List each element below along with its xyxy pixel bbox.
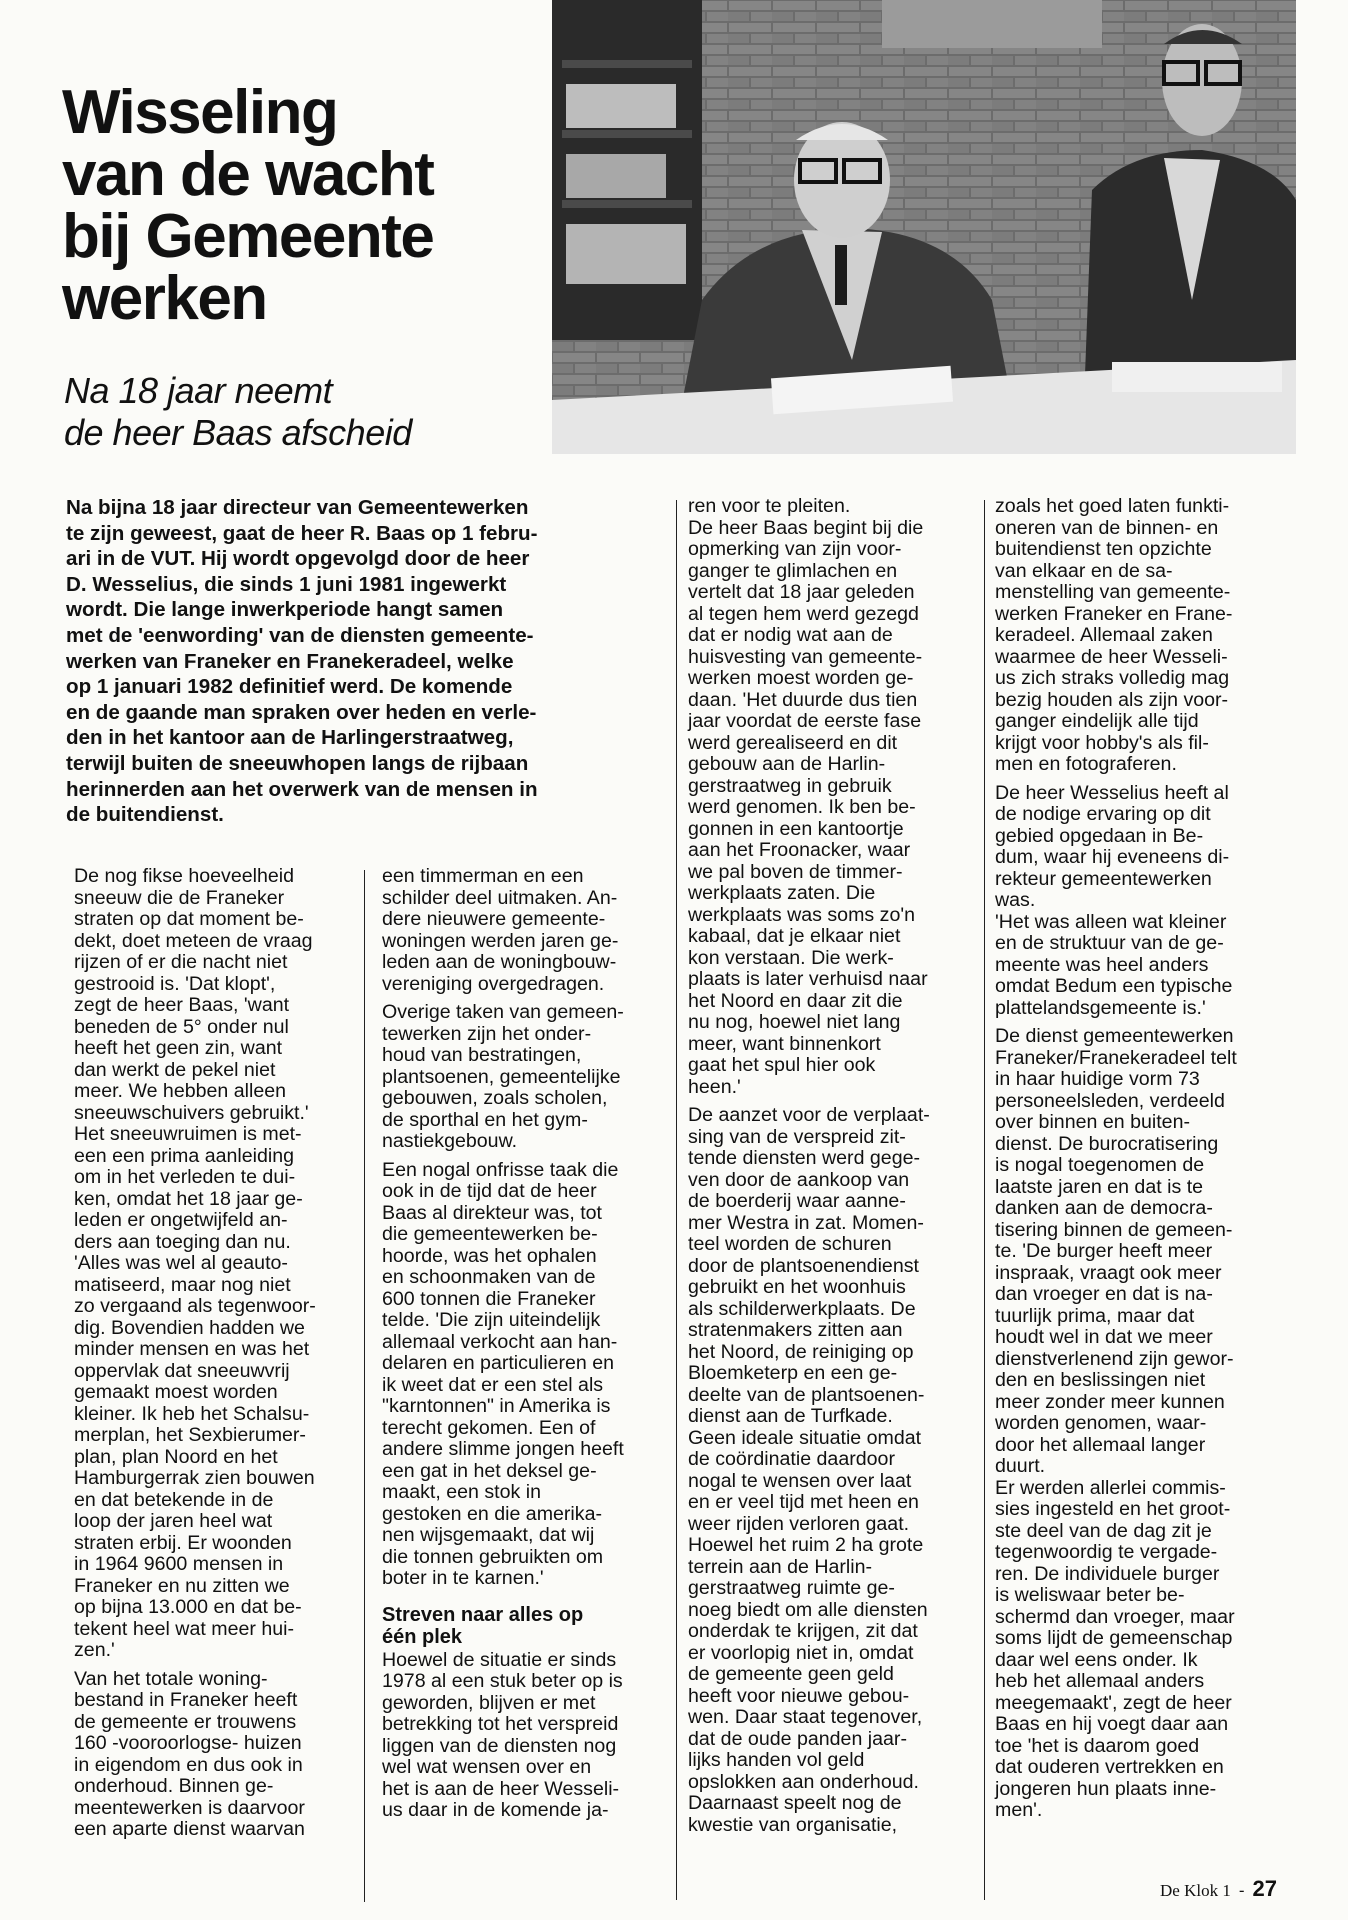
text-line: menstelling van gemeente- xyxy=(995,581,1231,603)
column-1 xyxy=(74,866,356,1841)
text-line: kabaal, dat je elkaar niet xyxy=(688,925,901,947)
text-line: een een prima aanleiding xyxy=(74,1144,295,1167)
text-line: krijgt voor hobby's als fil- xyxy=(995,731,1209,754)
text-line: sneeuw die de Franeker xyxy=(74,886,285,909)
wall-poster xyxy=(882,0,1102,48)
text-line: door de plantsoenendienst xyxy=(688,1254,919,1277)
text-line: om in het verleden te dui- xyxy=(74,1166,296,1188)
text-line: minder mensen en was het xyxy=(74,1338,310,1360)
text-line: meegemaakt', zegt de heer xyxy=(995,1691,1232,1714)
text-line: terrein aan de Harlin- xyxy=(688,1555,873,1578)
text-line: meente was heel anders xyxy=(995,953,1209,976)
text-line: vertelt dat 18 jaar geleden xyxy=(688,581,915,603)
column-3 xyxy=(688,496,976,1836)
magazine-name: De Klok 1 xyxy=(1160,1881,1231,1900)
text-line: aan het Froonacker, waar xyxy=(688,839,911,861)
headline-line: Wisseling xyxy=(62,78,338,147)
lead-line: D. Wesselius, die sinds 1 juni 1981 ingewerkt xyxy=(66,572,507,596)
text-line: huisvesting van gemeente- xyxy=(688,645,923,668)
lead-line: en de gaande man spraken over heden en verle- xyxy=(66,700,537,724)
text-line: ven door de aankoop van xyxy=(688,1168,910,1191)
text-line: tegenwoordig te vergade- xyxy=(995,1541,1218,1563)
text-line: liggen van de diensten nog xyxy=(382,1734,617,1757)
text-line: sies ingesteld en het groot- xyxy=(995,1498,1231,1520)
text-line: toe 'het is daarom goed xyxy=(995,1734,1200,1757)
text-line: tekent heel wat meer hui- xyxy=(74,1617,294,1640)
text-line: te. 'De burger heeft meer xyxy=(995,1240,1213,1262)
text-line: het Noord, de reiniging op xyxy=(688,1340,914,1363)
text-line: kwestie van organisatie, xyxy=(688,1813,898,1836)
text-line: ganger eindelijk alle tijd xyxy=(995,710,1199,732)
text-line: het is aan de heer Wesseli- xyxy=(382,1777,620,1800)
text-line: teel worden de schuren xyxy=(688,1233,892,1255)
text-line: sneeuwschuivers gebruikt.' xyxy=(74,1101,309,1124)
text-line: werken moest worden ge- xyxy=(688,667,914,689)
text-line: personeelsleden, verdeeld xyxy=(995,1089,1225,1112)
text-line: dienst aan de Turfkade. xyxy=(688,1405,893,1427)
text-line: laatste jaren en dat is te xyxy=(995,1175,1204,1198)
text-line: de boerderij waar aanne- xyxy=(688,1190,906,1212)
text-line: Baas al direkteur was, tot xyxy=(382,1201,602,1224)
page-footer xyxy=(1160,1876,1277,1902)
text-line: Overige taken van gemeen- xyxy=(382,1001,624,1023)
column-divider xyxy=(676,500,677,1900)
text-line: het Noord en daar zit die xyxy=(688,989,903,1012)
text-line: "karntonnen" in Amerika is xyxy=(382,1395,611,1417)
text-line: Een nogal onfrisse taak die xyxy=(382,1158,619,1181)
text-line: zegt de heer Baas, 'want xyxy=(74,994,290,1016)
text-line: die gemeentewerken be- xyxy=(382,1223,598,1245)
text-line: gerstraatweg in gebruik xyxy=(688,774,892,797)
text-line: is weliswaar beter be- xyxy=(995,1584,1185,1606)
subtitle xyxy=(64,370,534,454)
lead-line: op 1 januari 1982 definitief werd. De komende xyxy=(66,675,513,699)
text-line: in 1964 9600 mensen in xyxy=(74,1553,284,1575)
text-line: gebruikt en het woonhuis xyxy=(688,1276,906,1298)
text-line: mer Westra in zat. Momen- xyxy=(688,1211,924,1234)
lead-line: te zijn geweest, gaat de heer R. Baas op 1 febru- xyxy=(66,521,538,545)
text-line: meentewerken is daarvoor xyxy=(74,1796,305,1819)
lead-paragraph xyxy=(66,495,654,828)
text-line: op bijna 13.000 en dat be- xyxy=(74,1596,302,1618)
text-line: jaar voordat de eerste fase xyxy=(688,710,922,732)
text-line: boter in te karnen.' xyxy=(382,1567,544,1589)
text-line: Het sneeuwruimen is met- xyxy=(74,1123,302,1145)
text-line: jongeren hun plaats inne- xyxy=(995,1777,1217,1800)
photo-illustration xyxy=(552,0,1296,454)
text-line: woningen werden jaren ge- xyxy=(382,929,619,952)
text-line: us daar in de komende ja- xyxy=(382,1799,609,1821)
text-line: kon verstaan. Die werk- xyxy=(688,946,894,969)
text-line: werd genomen. Ik ben be- xyxy=(688,796,916,818)
text-line: houdt wel in dat we meer xyxy=(995,1326,1213,1348)
text-line: de gemeente geen geld xyxy=(688,1663,894,1685)
lead-line: Na bijna 18 jaar directeur van Gemeentewerken xyxy=(66,496,529,519)
text-line: 'Alles was wel al geauto- xyxy=(74,1252,288,1274)
text-line: opmerking van zijn voor- xyxy=(688,538,902,560)
text-line: Franeker en nu zitten we xyxy=(74,1574,290,1597)
text-line: gebied opgedaan in Be- xyxy=(995,824,1204,847)
text-line: beneden de 5° onder nul xyxy=(74,1015,289,1038)
text-line: zo vergaand als tegenwoor- xyxy=(74,1295,316,1317)
text-line: schermd dan vroeger, maar xyxy=(995,1605,1235,1628)
column-4 xyxy=(995,496,1285,1822)
text-line: Geen ideale situatie omdat xyxy=(688,1426,922,1449)
text-line: dum, waar hij eveneens di- xyxy=(995,846,1230,868)
text-line: 160 -vooroorlogse- huizen xyxy=(74,1732,302,1754)
text-line: en er veel tijd met heen en xyxy=(688,1491,919,1513)
text-line: plantsoenen, gemeentelijke xyxy=(382,1065,621,1088)
photo xyxy=(552,0,1296,454)
text-line: zen.' xyxy=(74,1639,115,1661)
text-line: een timmerman en een xyxy=(382,865,584,887)
text-line: tisering binnen de gemeen- xyxy=(995,1218,1233,1241)
headline-line: van de wacht xyxy=(62,140,434,209)
text-line: 1978 al een stuk beter op is xyxy=(382,1670,623,1692)
text-line: dienst. De burocratisering xyxy=(995,1132,1219,1155)
text-line: soms lijdt de gemeenschap xyxy=(995,1627,1233,1649)
text-line: en de struktuur van de ge- xyxy=(995,932,1224,954)
lead-line: met de 'eenwording' van de diensten gemeente- xyxy=(66,623,534,647)
text-line: gemaakt moest worden xyxy=(74,1381,278,1403)
text-line: Franeker/Franekeradeel telt xyxy=(995,1046,1237,1069)
text-line: plan, plan Noord en het xyxy=(74,1445,278,1468)
text-line: plattelandsgemeente is.' xyxy=(995,996,1206,1019)
headline xyxy=(62,78,542,333)
text-line: Van het totale woning- xyxy=(74,1667,268,1690)
text-line: dere nieuwere gemeente- xyxy=(382,908,606,930)
text-line: De heer Baas begint bij die xyxy=(688,516,924,539)
text-line: van elkaar en de sa- xyxy=(995,559,1173,582)
text-line: tuurlijk prima, maar dat xyxy=(995,1304,1195,1327)
text-line: houd van bestratingen, xyxy=(382,1044,582,1066)
text-line: ken, omdat het 18 jaar ge- xyxy=(74,1187,303,1210)
text-line: de gemeente er trouwens xyxy=(74,1710,297,1733)
text-line: in haar huidige vorm 73 xyxy=(995,1068,1200,1090)
text-line: Daarnaast speelt nog de xyxy=(688,1792,902,1814)
text-line: De aanzet voor de verplaat- xyxy=(688,1104,930,1126)
text-line: ganger te glimlachen en xyxy=(688,559,898,582)
text-line: schilder deel uitmaken. An- xyxy=(382,886,618,909)
text-line: Hamburgerrak zien bouwen xyxy=(74,1467,315,1489)
text-line: kleiner. Ik heb het Schalsu- xyxy=(74,1402,310,1425)
section-subheading xyxy=(382,1604,668,1648)
lead-line: de buitendienst. xyxy=(66,803,224,827)
text-line: danken aan de democra- xyxy=(995,1197,1213,1219)
text-line: we pal boven de timmer- xyxy=(688,860,903,883)
text-line: dat er nodig wat aan de xyxy=(688,624,893,646)
text-line: Er werden allerlei commis- xyxy=(995,1476,1226,1499)
text-line: De dienst gemeentewerken xyxy=(995,1025,1234,1047)
text-line: rijzen of er die nacht niet xyxy=(74,951,288,973)
text-line: gebouw aan de Harlin- xyxy=(688,753,886,775)
text-line: merplan, het Sexbierumer- xyxy=(74,1424,306,1446)
text-line: 600 tonnen die Franeker xyxy=(382,1287,596,1310)
text-line: door het allemaal langer xyxy=(995,1433,1206,1456)
text-line: nogal te wensen over laat xyxy=(688,1469,912,1492)
text-line: meer. We hebben alleen xyxy=(74,1080,287,1102)
column-2 xyxy=(382,866,668,1822)
text-line: betrekking tot het verspreid xyxy=(382,1713,619,1735)
subheading-line: één plek xyxy=(382,1625,463,1648)
text-line: men'. xyxy=(995,1799,1043,1821)
text-line: straten op dat moment be- xyxy=(74,908,304,930)
text-line: werd gerealiseerd en dit xyxy=(688,731,898,754)
text-line: leden aan de woningbouw- xyxy=(382,951,617,973)
text-line: us zich straks volledig mag xyxy=(995,667,1230,689)
text-line: een aparte dienst waarvan xyxy=(74,1818,305,1840)
text-line: weer rijden verloren gaat. xyxy=(688,1512,910,1535)
text-line: gebouwen, zoals scholen, xyxy=(382,1087,608,1109)
text-line: straten erbij. Er woonden xyxy=(74,1531,292,1554)
subtitle-line: Na 18 jaar neemt xyxy=(64,370,333,411)
text-line: over binnen en buiten- xyxy=(995,1111,1190,1133)
text-line: bestand in Franeker heeft xyxy=(74,1689,298,1711)
text-line: noeg biedt om alle diensten xyxy=(688,1598,928,1621)
text-line: hoorde, was het ophalen xyxy=(382,1244,597,1267)
text-line: rekteur gemeentewerken xyxy=(995,867,1212,890)
text-line: onderdak te krijgen, zit dat xyxy=(688,1620,918,1642)
text-line: Hoewel de situatie er sinds xyxy=(382,1648,617,1671)
text-line: wel wat wensen over en xyxy=(382,1756,592,1778)
text-line: dan werkt de pekel niet xyxy=(74,1058,276,1081)
text-line: ste deel van de dag zit je xyxy=(995,1519,1212,1542)
text-line: dig. Bovendien hadden we xyxy=(74,1316,305,1339)
text-line: sing van de verspreid zit- xyxy=(688,1125,906,1148)
subtitle-line: de heer Baas afscheid xyxy=(64,412,412,453)
text-line: geworden, blijven er met xyxy=(382,1691,596,1714)
text-line: gonnen in een kantoortje xyxy=(688,817,904,840)
text-line: wen. Daar staat tegenover, xyxy=(688,1706,923,1728)
text-line: tewerken zijn het onder- xyxy=(382,1022,592,1045)
text-line: tende diensten werd gege- xyxy=(688,1147,921,1169)
text-line: Bloemketerp en een ge- xyxy=(688,1362,898,1384)
text-line: Hoewel het ruim 2 ha grote xyxy=(688,1534,924,1556)
text-line: werkplaats zaten. Die xyxy=(688,882,876,904)
text-line: al tegen hem werd gezegd xyxy=(688,602,919,625)
text-line: dekt, doet meteen de vraag xyxy=(74,929,313,952)
lead-line: werken van Franeker en Franekeradeel, welke xyxy=(66,649,514,673)
lead-line: den in het kantoor aan de Harlingerstraatweg, xyxy=(66,726,514,750)
headline-line: bij Gemeente xyxy=(62,202,434,271)
text-line: dan vroeger en dat is na- xyxy=(995,1283,1213,1305)
lead-line: terwijl buiten de sneeuwhopen langs de rijbaan xyxy=(66,751,529,775)
text-line: en schoonmaken van de xyxy=(382,1266,596,1288)
text-line: is nogal toegenomen de xyxy=(995,1154,1205,1176)
text-line: meer, want binnenkort xyxy=(688,1032,881,1055)
text-line: allemaal verkocht aan han- xyxy=(382,1330,618,1353)
text-line: delaren en particulieren en xyxy=(382,1352,615,1374)
text-line: nu nog, hoewel niet lang xyxy=(688,1011,901,1033)
text-line: waarmee de heer Wesseli- xyxy=(995,645,1228,668)
text-line: zoals het goed laten funkti- xyxy=(995,495,1230,517)
text-line: werkplaats was soms zo'n xyxy=(688,903,915,926)
lead-line: ari in de VUT. Hij wordt opgevolgd door de heer xyxy=(66,547,530,571)
text-line: dat ouderen vertrekken en xyxy=(995,1756,1224,1778)
text-line: De nog fikse hoeveelheid xyxy=(74,865,295,887)
text-line: ders aan toeging dan nu. xyxy=(74,1230,291,1253)
text-line: heb het allemaal anders xyxy=(995,1670,1205,1692)
text-line: lijks handen vol geld xyxy=(688,1749,865,1771)
text-line: en dat betekende in de xyxy=(74,1488,274,1511)
text-line: 'Het was alleen wat kleiner xyxy=(995,910,1227,933)
page-number: 27 xyxy=(1252,1876,1277,1901)
text-line: telde. 'Die zijn uiteindelijk xyxy=(382,1309,601,1331)
text-line: de sporthal en het gym- xyxy=(382,1108,588,1131)
text-line: leden er ongetwijfeld an- xyxy=(74,1209,288,1231)
text-line: ook in de tijd dat de heer xyxy=(382,1180,597,1202)
text-line: als schilderwerkplaats. De xyxy=(688,1297,916,1320)
text-line: men en fotograferen. xyxy=(995,753,1177,775)
text-line: was. xyxy=(995,889,1036,911)
lead-line: wordt. Die lange inwerkperiode hangt samen xyxy=(66,598,504,622)
text-line: die tonnen gebruikten om xyxy=(382,1545,604,1568)
text-line: dienstverlenend zijn gewor- xyxy=(995,1347,1234,1370)
text-line: opslokken aan onderhoud. xyxy=(688,1770,919,1793)
text-line: heeft het geen zin, want xyxy=(74,1037,283,1059)
text-line: keradeel. Allemaal zaken xyxy=(995,624,1213,646)
text-line: meer zonder meer kunnen xyxy=(995,1390,1225,1413)
text-line: oppervlak dat sneeuwvrij xyxy=(74,1359,290,1382)
subheading-line: Streven naar alles op xyxy=(382,1603,584,1626)
text-line: den en beslissingen niet xyxy=(995,1369,1206,1391)
text-line: gerstraatweg ruimte ge- xyxy=(688,1577,895,1599)
text-line: gestoken en die amerika- xyxy=(382,1502,603,1525)
text-line: andere slimme jongen heeft xyxy=(382,1438,624,1460)
text-line: daar wel eens onder. Ik xyxy=(995,1648,1198,1671)
text-line: matiseerd, maar nog niet xyxy=(74,1273,291,1296)
text-line: nastiekgebouw. xyxy=(382,1130,518,1152)
column-divider xyxy=(984,500,985,1900)
text-line: in eigendom en dus ook in xyxy=(74,1753,303,1776)
text-line: de nodige ervaring op dit xyxy=(995,803,1211,825)
text-line: Baas en hij voegt daar aan xyxy=(995,1713,1229,1735)
text-line: dat de oude panden jaar- xyxy=(688,1727,907,1750)
text-line: vereniging overgedragen. xyxy=(382,972,605,995)
text-line: deelte van de plantsoenen- xyxy=(688,1383,925,1406)
text-line: buitendienst ten opzichte xyxy=(995,538,1212,560)
text-line: omdat Bedum een typische xyxy=(995,975,1233,997)
text-line: ren voor te pleiten. xyxy=(688,495,851,517)
text-line: maakt, een stok in xyxy=(382,1481,542,1503)
text-line: ren. De individuele burger xyxy=(995,1562,1220,1585)
text-line: gestrooid is. 'Dat klopt', xyxy=(74,972,276,995)
text-line: duurt. xyxy=(995,1455,1046,1477)
text-line: plaats is later verhuisd naar xyxy=(688,968,928,990)
text-line: onderhoud. Binnen ge- xyxy=(74,1775,274,1797)
text-line: een gat in het deksel ge- xyxy=(382,1459,597,1482)
text-line: daan. 'Het duurde dus tien xyxy=(688,688,918,711)
text-line: De heer Wesselius heeft al xyxy=(995,781,1229,804)
text-line: nen wijsgemaakt, dat wij xyxy=(382,1524,595,1546)
text-line: bezig houden als zijn voor- xyxy=(995,688,1229,711)
text-line: oneren van de binnen- en xyxy=(995,516,1219,539)
text-line: ik weet dat er een stel als xyxy=(382,1373,604,1396)
text-line: terecht gekomen. Een of xyxy=(382,1416,596,1439)
text-line: er voorlopig niet in, omdat xyxy=(688,1641,914,1664)
footer-separator: - xyxy=(1238,1881,1245,1900)
text-line: inspraak, vraagt ook meer xyxy=(995,1261,1222,1284)
text-line: heen.' xyxy=(688,1075,741,1098)
text-line: de coördinatie daardoor xyxy=(688,1448,895,1470)
text-line: worden genomen, waar- xyxy=(995,1412,1207,1434)
text-line: gaat het spul hier ook xyxy=(688,1054,876,1076)
text-line: loop der jaren heel wat xyxy=(74,1510,273,1532)
headline-line: werken xyxy=(62,264,267,333)
column-divider xyxy=(364,870,365,1902)
text-line: werken Franeker en Frane- xyxy=(995,602,1233,625)
text-line: heeft voor nieuwe gebou- xyxy=(688,1684,910,1707)
text-line: stratenmakers zitten aan xyxy=(688,1319,903,1341)
lead-line: herinnerden aan het overwerk van de mensen in xyxy=(66,777,538,801)
